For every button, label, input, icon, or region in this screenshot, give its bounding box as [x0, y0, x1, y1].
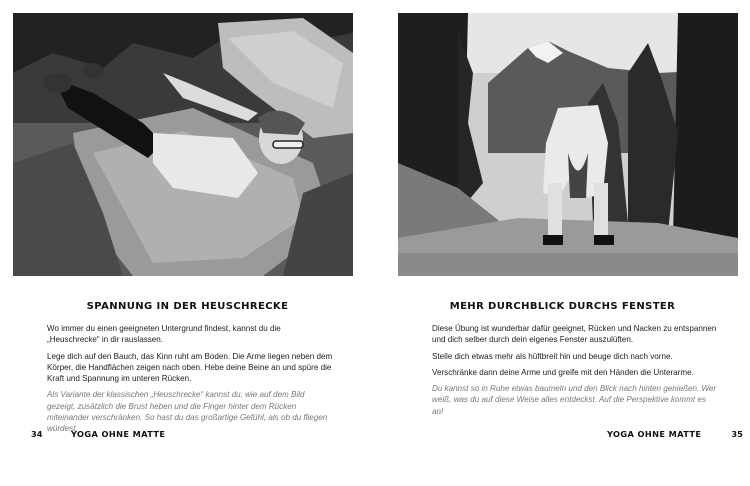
paragraph: Verschränke dann deine Arme und greife mit den Händen die Unterarme. — [432, 367, 694, 377]
page-footer — [31, 429, 165, 439]
forward-bend-image — [398, 13, 738, 276]
locust-pose-image — [13, 13, 353, 276]
variation-note: Als Variante der klassischen „Heuschrecke“ kannst du, wie auf dem Bild gezeigt, zusätzlich die Brust heben und die Finger hinter dem Rücken miteinander verschränken. So hast du das großartige Gefühl, als ob du fliegen würdest. — [47, 390, 328, 434]
running-title: YOGA OHNE MATTE — [71, 429, 166, 439]
exercise-description — [47, 323, 334, 440]
paragraph: Lege dich auf den Bauch, das Kinn ruht am Boden. Die Arme liegen neben dem Körper, die Handflächen zeigen nach oben. Hebe deine Beine an und spüre die Kraft und Spannung im unteren Rücken. — [47, 351, 333, 384]
page-number: 34 — [31, 429, 43, 439]
forward-bend-photo — [398, 13, 738, 276]
variation-note: Du kannst so in Ruhe etwas baumeln und den Blick nach hinten genießen. Wer weiß, was du auf diese Weise alles entdeckst. Auf die Perspektive kommt es an! — [432, 384, 717, 416]
paragraph: Stelle dich etwas mehr als hüftbreit hin und beuge dich nach vorne. — [432, 351, 673, 361]
exercise-heading: MEHR DURCHBLICK DURCHS FENSTER — [449, 301, 676, 312]
exercise-heading: SPANNUNG IN DER HEUSCHRECKE — [86, 301, 289, 312]
running-title: YOGA OHNE MATTE — [607, 429, 702, 439]
page-number: 35 — [731, 429, 743, 439]
locust-pose-photo — [13, 13, 353, 276]
right-page — [375, 0, 750, 486]
page-footer — [607, 429, 743, 439]
paragraph: Wo immer du einen geeigneten Untergrund findest, kannst du die „Heuschrecke“ in dir rauslassen. — [47, 324, 281, 345]
exercise-description — [432, 323, 719, 422]
paragraph: Diese Übung ist wunderbar dafür geeignet, Rücken und Nacken zu entspannen und dich selber durch dein eigenes Fenster auszulüften. — [432, 324, 717, 345]
